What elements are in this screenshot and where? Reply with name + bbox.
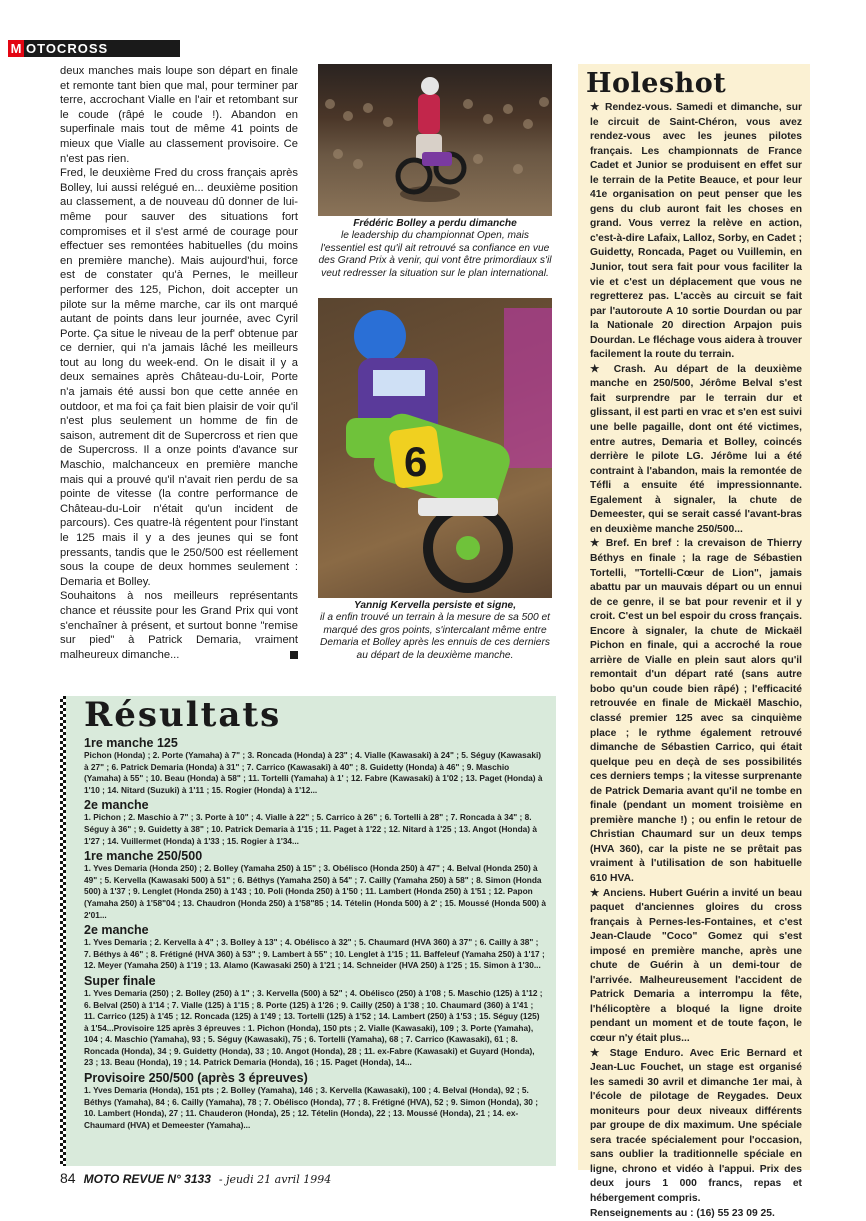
magazine-name: MOTO REVUE N° 3133 xyxy=(83,1172,211,1186)
issue-date: - jeudi 21 avril 1994 xyxy=(218,1173,332,1186)
results-text: Pichon (Honda) ; 2. Porte (Yamaha) à 7" ; 3. Roncada (Honda) à 23" ; 4. Vialle (Kawasaki) à 24" ; 5. Séguy (Kawasaki) à 27" ; 6. Patrick Demaria (Honda) à 31" ; 7. Carrico (Kawasaki) à 40" ; 8. Guidetty (Honda) à 46" ; 9. Maschio (Yamaha) à 55" ; 10. Beau (Honda) à 58" ; 11. Tortelli (Yamaha) à 1' ; 12. Fabre (Kawasaki) à 1'02 ; 13. Paget (Honda) à 1'10 ; 14. Nitard (Suzuki) à 1'11 ; 15. Rogier (Honda) à 1'12... xyxy=(84,750,543,795)
holeshot-section-text: Hubert Guérin a invité un beau paquet d'anciennes gloires du cross français à Pernes-les-Fontaines, et c'est Jean-Claude "Coco" Gomez qui s'est imposé en première manche, après une chute de Guérin à un demi-tour de l'arrivée. Malheureusement l'accident de Patrick Demaria a interrompu la fête, l'hélicoptère a bloqué la ligne droite pendant un moment et de toute façon, le cœur n'y était plus... xyxy=(590,887,802,1044)
results-box xyxy=(66,696,556,1166)
holeshot-section xyxy=(590,537,802,886)
photo-bolley-illustration xyxy=(318,64,552,216)
results-text: 1. Pichon ; 2. Maschio à 7" ; 3. Porte à 10" ; 4. Vialle à 22" ; 5. Carrico à 26" ; 6. Tortelli à 28" ; 7. Roncada à 34" ; 8. Séguy à 36" ; 9. Guidetty à 38" ; 10. Patrick Demaria à 1'15 ; 11. Paget à 1'22 ; 12. Nitard à 1'25 ; 13. Angot (Honda) à 1'27 ; 14. Vuillermet (Honda) à 1'33 ; 15. Rogier à 1'34... xyxy=(84,812,537,846)
results-heading: Provisoire 250/500 (après 3 épreuves) xyxy=(84,1071,308,1086)
photo-kervella-illustration xyxy=(318,298,552,598)
article-paragraph-text: Souhaitons à nos meilleurs représentants chance et réussite pour les Grand Prix qui vont s'enchaîner à présent, et surtout bonne "remise sur pied" à Patrick Demaria, vraiment malheureux dimanche... xyxy=(60,590,298,661)
holeshot-section-text: Samedi et dimanche, sur le circuit de Saint-Chéron, vous avez rendez-vous avec les jeunes pilotes français. Les championnats de France Cadet et Junior se produisent en effet sur le terrain de la Petite Beauce, et pour leur 41e organisation on peut penser que les gens du club auront fait les choses en grand. Vous verrez la relève en action, c'est-à-dire Lafaix, Lalloz, Sorby, en Cadet ; Guidetty, Roncada, Paget ou Vuillemin, en Junior, tout sera fait pour vous faciliter la vie et c'est un déplacement que vous ne regretterez pas. L'accès au circuit se fait par l'autoroute A 10 sortie Dourdan ou par la Nationale 20 direction Arpajon puis Dourdan. Le fléchage vous aidera à trouver facilement la route du terrain. xyxy=(590,102,802,361)
results-heading: 2e manche xyxy=(84,923,149,938)
article-paragraph xyxy=(60,589,298,662)
photo-bolley xyxy=(318,64,552,216)
holeshot-section xyxy=(590,101,802,363)
caption-bold: Frédéric Bolley a perdu dimanche xyxy=(353,218,517,229)
holeshot-section-text: Avec Eric Bernard et Jean-Luc Fouchet, un stage est organisé les samedi 30 avril et dimanche 1er mai, à l'école de pilotage de Reygades. Deux moniteurs pour deux niveaux différents par groupe de dix maximum. Une spéciale sera tracée spécialement pour l'occasion, sans oublier la traditionnelle spéciale en ligne, chrono et vidéo à l'appui. Prix des deux jours 1 000 francs, repas et hébergement compris. xyxy=(590,1047,802,1205)
results-text: 1. Yves Demaria (Honda), 151 pts ; 2. Bolley (Yamaha), 146 ; 3. Kervella (Kawasaki), 100 ; 4. Belval (Honda), 92 ; 5. Béthys (Yamaha), 84 ; 6. Cailly (Yamaha), 78 ; 7. Obélisco (Honda), 77 ; 8. Frétigné (HVA), 52 ; 9. Simon (Honda), 30 ; 10. Lambert (Honda), 27 ; 11. Chauderon (Honda), 25 ; 12. Tételin (Honda), 22 ; 13. Moussé (Honda), 21 ; 14. ex-Chaumard (HVA) et Demeester (Yamaha)... xyxy=(84,1085,538,1130)
photo-kervella-caption xyxy=(318,600,552,662)
section-banner xyxy=(8,40,180,57)
holeshot-section-lead: ★ Anciens. xyxy=(590,887,646,899)
holeshot-section-text: En bref : la crevaison de Thierry Béthys en finale ; la rage de Sébastien Tortelli, "Tortelli-Cœur de Lion", jamais abattu par un mauvais départ ou un ennui de ce genre, il se bat pour revenir et il y croit. C'est un bel espoir du cross français. Encore à signaler, la chute de Mickaël Pichon en finale, qui a accroché la roue arrière de Vialle en plein saut alors qu'il remontait d'un départ raté (sans autre bobo qu'un coude bien râpé) ; l'efficacité retrouvée en finale de Mickaël Maschio, classé premier 125 avec sa cinquième place ; le rythme également retrouvé dimanche de Sébastien Carrico, qui était quelque peu en deçà de ses possibilités ces derniers temps ; la vitesse surprenante de Patrick Demaria avant qu'il ne tombe en finale (pendant un moment troisième en première manche !) ; ou enfin le retour de Christian Chaumard sur un deux temps (HVA 360), car la piste ne se prêtait pas vraiment à l'utilisation de son habituelle 610 HVA. xyxy=(590,538,802,884)
results-text: 1. Yves Demaria (250) ; 2. Bolley (250) à 1" ; 3. Kervella (500) à 52" ; 4. Obélisco (250) à 1'08 ; 5. Maschio (125) à 1'12 ; 6. Belval (250) à 1'14 ; 7. Vialle (125) à 1'15 ; 8. Porte (125) à 1'26 ; 9. Cailly (250) à 1'38 ; 10. Chaumard (360) à 1'41 ; 11. Carrico (125) à 1'45 ; 12. Roncada (125) à 1'49 ; 13. Tortelli (125) à 1'52 ; 14. Lambert (250) à 1'53 ; 15. Séguy (125) à 1'54...Provisoire 125 après 3 épreuves : 1. Pichon (Honda), 150 pts ; 2. Vialle (Kawasaki), 109 ; 3. Porte (Yamaha), 104 ; 4. Maschio (Yamaha), 93 ; 5. Séguy (Kawasaki), 75 ; 6. Tortelli (Yamaha), 68 ; 7. Carrico (Kawasaki), 61 ; 8. Roncada (Honda), 34 ; 9. Guidetty (Honda), 33 ; 10. Angot (Honda), 28 ; 11. ex-Fabre (Kawasaki) et Guyard (Honda), 23 ; 13. Beau (Honda), 19 ; 14. Patrick Demaria (Honda), 16 ; 15. Paget (Honda), 14... xyxy=(84,987,543,1068)
results-heading: Super finale xyxy=(84,973,156,988)
results-heading: 1re manche 250/500 xyxy=(84,849,203,864)
page-footer xyxy=(60,1170,331,1186)
holeshot-section xyxy=(590,1047,802,1207)
caption-bold: Yannig Kervella persiste et signe, xyxy=(353,600,517,611)
holeshot-contact xyxy=(590,1207,802,1221)
holeshot-section xyxy=(590,887,802,1047)
holeshot-section-lead: ★ Crash. xyxy=(590,363,646,375)
holeshot-title: Holeshot xyxy=(586,68,727,99)
article-paragraph: Fred, le deuxième Fred du cross français après Bolley, lui aussi relégué en... deuxième position au classement, a de nouveau dû donner de lui-même pour sauver des situations fort compromises et il s'est armé de courage pour effectuer ses remontées habituelles (du moins en première manche). Mais aujourd'hui, force est de constater qu'à Pernes, le meilleur performer des 125, Pichon, doit accepter un pilote sur la même marche, car ils ont marqué autant de points dans leur journée, avec Cyril Porte. Ça situe le niveau de la perf' obtenue par ce dernier, qui n'a jamais lâché les meilleurs tout au long du week-end. On le disait il y a deux semaines après Château-du-Loir, Porte n'a jamais été aussi bon que cette année en outdoor, et ma foi ça fait bien plaisir de voir qu'il n'est plus seulement un homme de fin de saison, autrement dit de Supercross et rien que de Supercross. Il a onze points d'avance sur Maschio, malchanceux en première manche mais qui a prouvé qu'il n'avait rien perdu de sa pointe de vitesse (la contre performance de Château-du-Loir n'était qu'un incident de parcours). Ces quatre-là régentent pour l'instant le 125 mais il y a des jeunes qui se font pressants, tandis que le 250/500 est réellement sous la coupe de deux hommes seulement : Demaria et Bolley. xyxy=(60,167,298,588)
results-title: Résultats xyxy=(84,695,282,735)
holeshot-section-lead: ★ Stage Enduro. xyxy=(590,1047,684,1059)
section-banner-text: OTOCROSS xyxy=(26,41,109,56)
bike-number: 6 xyxy=(404,438,428,485)
end-mark-icon xyxy=(290,651,298,659)
holeshot-section-lead: ★ Bref. xyxy=(590,538,630,550)
photo-bolley-caption xyxy=(318,218,552,280)
holeshot-section-text: Au départ de la deuxième manche en 250/500, Jérôme Belval s'est fait surprendre par le terrain dur et glissant, il est parti en vrac et s'en est suivi une belle pagaille, dont ont été victimes, entre autres, Demaria et Bolley, coincés derrière le pilote LG. Jérôme lui a été contraint à l'abandon, mais la remontée de Téfli a ensuite été impressionnante. Egalement à signaler, la chute de Demeester, qui se serait cassé l'avant-bras en deuxième manche 250/500... xyxy=(590,363,802,535)
results-text: 1. Yves Demaria ; 2. Kervella à 4" ; 3. Bolley à 13" ; 4. Obélisco à 32" ; 5. Chaumard (HVA 360) à 37" ; 6. Cailly à 38" ; 7. Béthys à 46" ; 8. Frétigné (HVA 360) à 53" ; 9. Lambert à 55" ; 10. Lenglet à 1'15 ; 11. Baffeleuf (Yamaha 250) à 1'17 ; 12. Meyer (Yamaha 250) à 1'19 ; 13. Alamo (Kawasaki 250) à 1'21 ; 14. Schneider (HVA 250) à 1'25 ; 15. Simon à 1'30... xyxy=(84,937,545,971)
page-number: 84 xyxy=(60,1170,76,1186)
holeshot-contact-text: Renseignements au : (16) 55 23 09 25. xyxy=(590,1207,775,1219)
holeshot-sidebar xyxy=(578,64,810,1219)
article-column xyxy=(60,64,298,662)
results-heading: 2e manche xyxy=(84,798,149,813)
caption-text: il a enfin trouvé un terrain à la mesure de sa 500 et marqué des gros points, s'intercalant même entre Demaria et Bolley après les ennuis de ces derniers au départ de la deuxième manche. xyxy=(320,612,550,661)
photo-kervella xyxy=(318,298,552,598)
holeshot-section-lead: ★ Rendez-vous. xyxy=(590,102,672,113)
holeshot-section xyxy=(590,363,802,538)
article-paragraph: deux manches mais loupe son départ en finale et remonte tant bien que mal, pour terminer par terre, accrochant Vialle en l'air et retombant sur le coude (râpé le coude !). Abandon en superfinale mais tout de même 41 points de mieux que Vialle au classement provisoire. Ce n'est pas rien. xyxy=(60,65,298,165)
results-heading: 1re manche 125 xyxy=(84,736,178,750)
caption-text: le leadership du championnat Open, mais l'essentiel est qu'il ait retrouvé sa confiance en vue des Grand Prix à venir, qui vont être primordiaux s'il veut redresser la situation sur le plan international. xyxy=(318,230,552,279)
results-text: 1. Yves Demaria (Honda 250) ; 2. Bolley (Yamaha 250) à 15" ; 3. Obélisco (Honda 250) à 47" ; 4. Belval (Honda 250) à 49" ; 5. Kervella (Kawasaki 500) à 51" ; 6. Béthys (Yamaha 250) à 54" ; 7. Cailly (Yamaha 250) à 58" ; 8. Simon (Honda 500) à 1'37 ; 9. Lenglet (Honda 250) à 1'43 ; 10. Poli (Honda 250) à 1'50 ; 11. Lambert (Honda 250) à 1'51 ; 12. Papon (Yamaha 250) à 1'58"04 ; 13. Chaudron (Honda 250) à 1'58"85 ; 14. Tételin (Honda 500) à 2' ; 15. Moussé (Honda 500) à 2'01... xyxy=(84,863,546,920)
holeshot-body xyxy=(578,99,810,1221)
section-banner-m: M xyxy=(8,40,24,57)
